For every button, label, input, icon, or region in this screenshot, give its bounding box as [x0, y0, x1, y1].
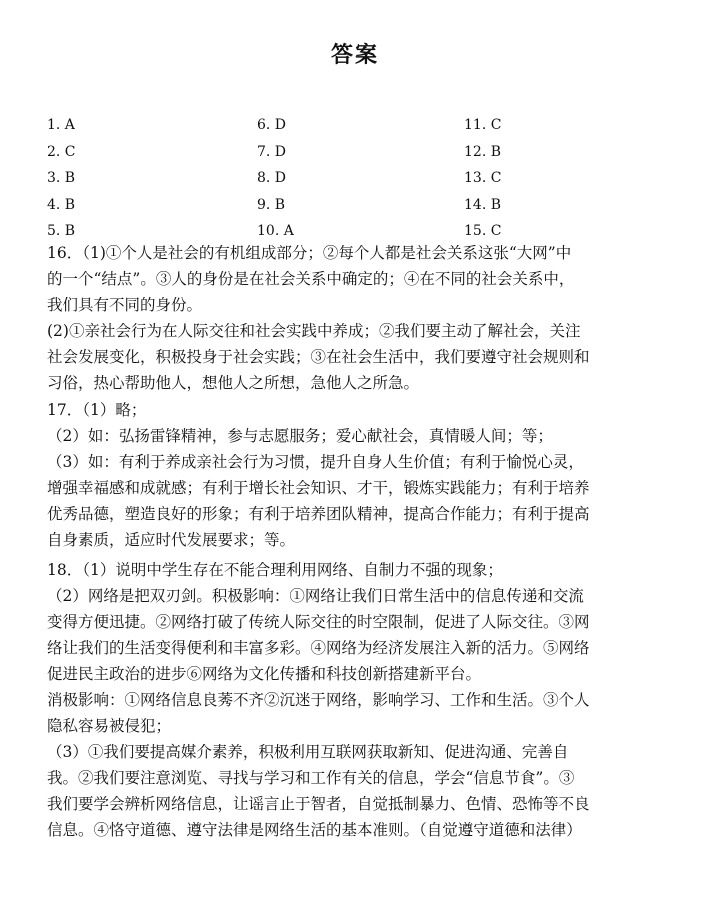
- answer-8: 8. D: [257, 170, 287, 186]
- answer-line: 我们要学会辨析网络信息，让谣言止于智者，自觉抵制暴力、色情、恐怖等不良: [47, 795, 590, 813]
- question-16-answer: [47, 240, 647, 396]
- answer-line: 16．（1)①个人是社会的有机组成部分；②每个人都是社会关系这张“大网”中: [47, 244, 572, 262]
- answer-12: 12. B: [464, 144, 502, 160]
- answer-line: （3）如：有利于养成亲社会行为习惯，提升自身人生价值；有利于愉悦心灵，: [47, 453, 584, 471]
- question-17-answer: [47, 397, 647, 553]
- answer-10: 10. A: [257, 223, 294, 239]
- answer-line: 络让我们的生活变得便利和丰富多彩。④网络为经济发展注入新的活力。⑤网络: [47, 639, 590, 657]
- answer-7: 7. D: [257, 144, 287, 160]
- question-18-answer: [47, 557, 647, 843]
- answer-line: 消极影响：①网络信息良莠不齐②沉迷于网络，影响学习、工作和生活。③个人: [47, 691, 590, 709]
- answer-line: （2）网络是把双刃剑。积极影响：①网络让我们日常生活中的信息传递和交流: [47, 587, 584, 605]
- answer-line: （2）如：弘扬雷锋精神，参与志愿服务；爱心献社会，真情暖人间；等；: [47, 427, 553, 445]
- answer-line: 信息。④恪守道德、遵守法律是网络生活的基本准则。（自觉遵守道德和法律）: [47, 821, 582, 839]
- answer-line: 增强幸福感和成就感；有利于增长社会知识、才干，锻炼实践能力；有利于培养: [47, 479, 590, 497]
- page-title: 答案: [330, 43, 379, 68]
- answer-5: 5. B: [47, 223, 76, 239]
- answer-14: 14. B: [464, 197, 502, 213]
- answer-9: 9. B: [257, 197, 286, 213]
- answer-line: 习俗，热心帮助他人，想他人之所想，急他人之所急。: [47, 374, 420, 392]
- answer-line: 我们具有不同的身份。: [47, 296, 203, 314]
- answer-line: 18．（1）说明中学生存在不能合理利用网络、自制力不强的现象；: [47, 561, 503, 579]
- answer-13: 13. C: [464, 170, 502, 186]
- answer-line: 自身素质，适应时代发展要求；等。: [47, 531, 296, 549]
- answer-2: 2. C: [47, 144, 76, 160]
- answer-line: 我。②我们要注意浏览、寻找与学习和工作有关的信息，学会“信息节食”。③: [47, 769, 575, 787]
- answer-3: 3. B: [47, 170, 76, 186]
- answer-line: 隐私容易被侵犯；: [47, 717, 172, 735]
- answer-line: (2)①亲社会行为在人际交往和社会实践中养成；②我们要主动了解社会，关注: [47, 322, 581, 340]
- answer-6: 6. D: [257, 117, 287, 133]
- answer-line: 促进民主政治的进步⑥网络为文化传播和科技创新搭建新平台。: [47, 665, 482, 683]
- answer-line: 优秀品德，塑造良好的形象；有利于培养团队精神，提高合作能力；有利于提高: [47, 505, 590, 523]
- answer-line: 17．（1）略；: [47, 401, 147, 419]
- answer-15: 15. C: [464, 223, 502, 239]
- answer-1: 1. A: [47, 117, 75, 133]
- answer-4: 4. B: [47, 197, 76, 213]
- answer-line: 的一个“结点”。③人的身份是在社会关系中确定的；④在不同的社会关系中，: [47, 270, 575, 288]
- answer-line: （3）①我们要提高媒介素养，积极利用互联网获取新知、促进沟通、完善自: [47, 743, 569, 761]
- answer-line: 社会发展变化，积极投身于社会实践；③在社会生活中，我们要遵守社会规则和: [47, 348, 590, 366]
- answer-11: 11. C: [464, 117, 502, 133]
- answer-line: 变得方便迅捷。②网络打破了传统人际交往的时空限制，促进了人际交往。③网: [47, 613, 590, 631]
